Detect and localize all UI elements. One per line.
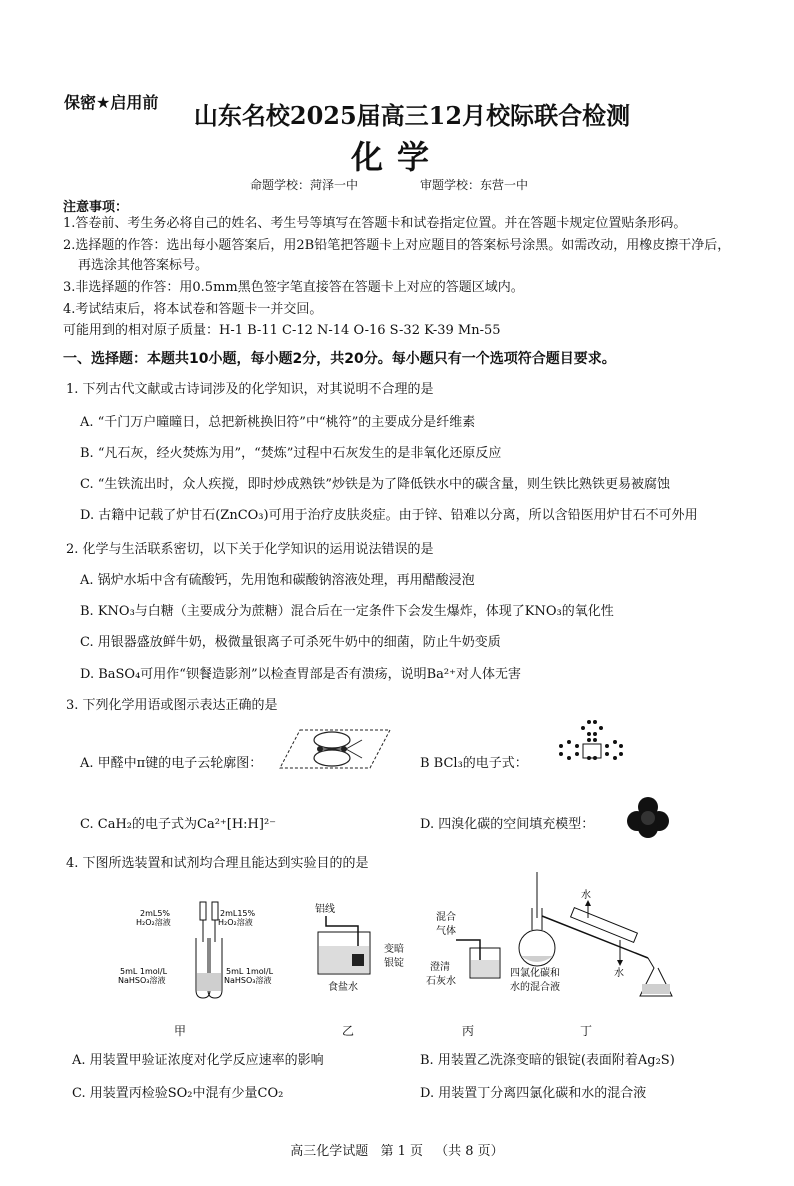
note-item: 再选涂其他答案标号。	[78, 258, 209, 273]
apparatus-bing	[426, 910, 500, 987]
bcl3-electron-formula	[555, 716, 625, 766]
caption-yi: 乙	[342, 1024, 355, 1038]
footer-exam-name: 高三化学试题	[290, 1144, 369, 1159]
label-nahso3-b: 5mL 1mol/L	[226, 967, 274, 976]
question-4-option-c: C. 用装置丙检验SO₂中混有少量CO₂	[72, 1086, 284, 1101]
apparatus-diagrams	[100, 868, 720, 1018]
exam-title: 山东名校2025届高三12月校际联合检测	[193, 101, 631, 130]
question-4-stem: 4. 下图所选装置和试剂均合理且能达到实验目的的是	[66, 856, 369, 871]
question-4-option-d: D. 用装置丁分离四氯化碳和水的混合液	[420, 1086, 647, 1101]
question-2-option-b: B. KNO₃与白糖（主要成分为蔗糖）混合后在一定条件下会发生爆炸，体现了KNO₃的氧化性	[80, 604, 614, 619]
question-2-option-a: A. 锅炉水垢中含有硫酸钙，先用饱和碳酸钠溶液处理，再用醋酸浸泡	[80, 573, 475, 588]
question-3-option-b: B BCl₃的电子式：	[420, 756, 528, 771]
question-4-option-b: B. 用装置乙洗涤变暗的银锭(表面附着Ag₂S)	[420, 1053, 675, 1068]
reviewer-school: 审题学校：东营一中	[420, 178, 529, 192]
subject-title: 化学	[350, 138, 443, 176]
cbr4-space-filling-model	[626, 796, 670, 840]
page-footer	[0, 1140, 794, 1159]
question-3-option-d: D. 四溴化碳的空间填充模型：	[420, 817, 595, 832]
atomic-mass-line: 可能用到的相对原子质量：H-1 B-11 C-12 N-14 O-16 S-32 K-39 Mn-55	[63, 323, 501, 338]
label-mixed-gas-1: 混合	[436, 912, 456, 923]
question-1-option-d: D. 古籍中记载了炉甘石(ZnCO₃)可用于治疗皮肤炎症。由于锌、铅难以分离，所以含铅医用炉甘石不可外用	[80, 508, 698, 523]
label-ingot: 银锭	[384, 958, 404, 969]
question-1-stem: 1. 下列古代文献或古诗词涉及的化学知识，对其说明不合理的是	[66, 382, 434, 397]
footer-page-number: 第 1 页	[380, 1144, 423, 1159]
question-3-option-c: C. CaH₂的电子式为Ca²⁺[H:H]²⁻	[80, 817, 277, 832]
note-item: 4.考试结束后，将本试卷和答题卡一并交回。	[63, 302, 323, 317]
section-heading: 一、选择题：本题共10小题，每小题2分，共20分。每小题只有一个选项符合题目要求。	[63, 351, 616, 367]
label-water-bottom: 水	[614, 968, 624, 979]
question-1-option-a: A. “千门万户曈曈日，总把新桃换旧符”中“桃符”的主要成分是纤维素	[80, 415, 476, 430]
label-h2o2-5-solution: H₂O₂溶液	[136, 918, 171, 927]
question-2-option-c: C. 用银器盛放鲜牛奶，极微量银离子可杀死牛奶中的细菌，防止牛奶变质	[80, 635, 501, 650]
note-item: 1.答卷前、考生务必将自己的姓名、考生号等填写在答题卡和试卷指定位置。并在答题卡规定位置贴条形码。	[63, 216, 687, 231]
notes-heading: 注意事项：	[63, 200, 129, 215]
apparatus-yi	[315, 902, 404, 993]
confidential-mark: 保密★启用前	[64, 93, 159, 112]
label-nahso3-a: 5mL 1mol/L	[120, 967, 168, 976]
label-water-top: 水	[581, 890, 591, 901]
note-item: 2.选择题的作答：选出每小题答案后，用2B铅笔把答题卡上对应题目的答案标号涂黑。如需改动，用橡皮擦干净后，	[63, 238, 731, 253]
setter-school: 命题学校：菏泽一中	[250, 178, 359, 192]
caption-ding: 丁	[580, 1024, 593, 1038]
question-3-option-a: A. 甲醛中π键的电子云轮廓图：	[80, 756, 263, 771]
formaldehyde-pi-bond-diagram	[270, 720, 400, 780]
label-al-wire: 铝线	[315, 904, 335, 915]
label-h2o2-5: 2mL5%	[140, 909, 171, 918]
question-2-stem: 2. 化学与生活联系密切，以下关于化学知识的运用说法错误的是	[66, 542, 434, 557]
label-mixture-1: 四氯化碳和	[510, 968, 560, 979]
label-h2o2-15-solution: H₂O₂溶液	[218, 918, 253, 927]
label-nahso3-b-solution: NaHSO₃溶液	[224, 976, 272, 985]
footer-total-pages: （共 8 页）	[435, 1144, 504, 1159]
label-limewater-1: 澄清	[430, 962, 450, 973]
apparatus-ding	[510, 872, 672, 996]
label-brine: 食盐水	[328, 982, 358, 993]
label-h2o2-15: 2mL15%	[220, 909, 256, 918]
question-1-option-c: C. “生铁流出时，众人疾搅，即时炒成熟铁”炒铁是为了降低铁水中的碳含量，则生铁比熟铁更易被腐蚀	[80, 477, 671, 492]
school-info	[250, 176, 528, 193]
question-4-option-a: A. 用装置甲验证浓度对化学反应速率的影响	[72, 1053, 324, 1068]
question-3-stem: 3. 下列化学用语或图示表达正确的是	[66, 698, 278, 713]
label-mixture-2: 水的混合液	[510, 982, 560, 993]
question-2-option-d: D. BaSO₄可用作“钡餐造影剂”以检查胃部是否有溃疡，说明Ba²⁺对人体无害	[80, 667, 521, 682]
label-limewater-2: 石灰水	[426, 976, 456, 987]
label-nahso3-a-solution: NaHSO₃溶液	[118, 976, 166, 985]
label-tarnish: 变暗	[384, 944, 404, 955]
caption-jia: 甲	[174, 1024, 187, 1038]
label-mixed-gas-2: 气体	[436, 926, 456, 937]
caption-bing: 丙	[462, 1024, 475, 1038]
note-item: 3.非选择题的作答：用0.5mm黑色签字笔直接答在答题卡上对应的答题区域内。	[63, 280, 524, 295]
question-1-option-b: B. “凡石灰，经火焚炼为用”，“焚炼”过程中石灰发生的是非氧化还原反应	[80, 446, 502, 461]
apparatus-jia	[118, 902, 274, 998]
